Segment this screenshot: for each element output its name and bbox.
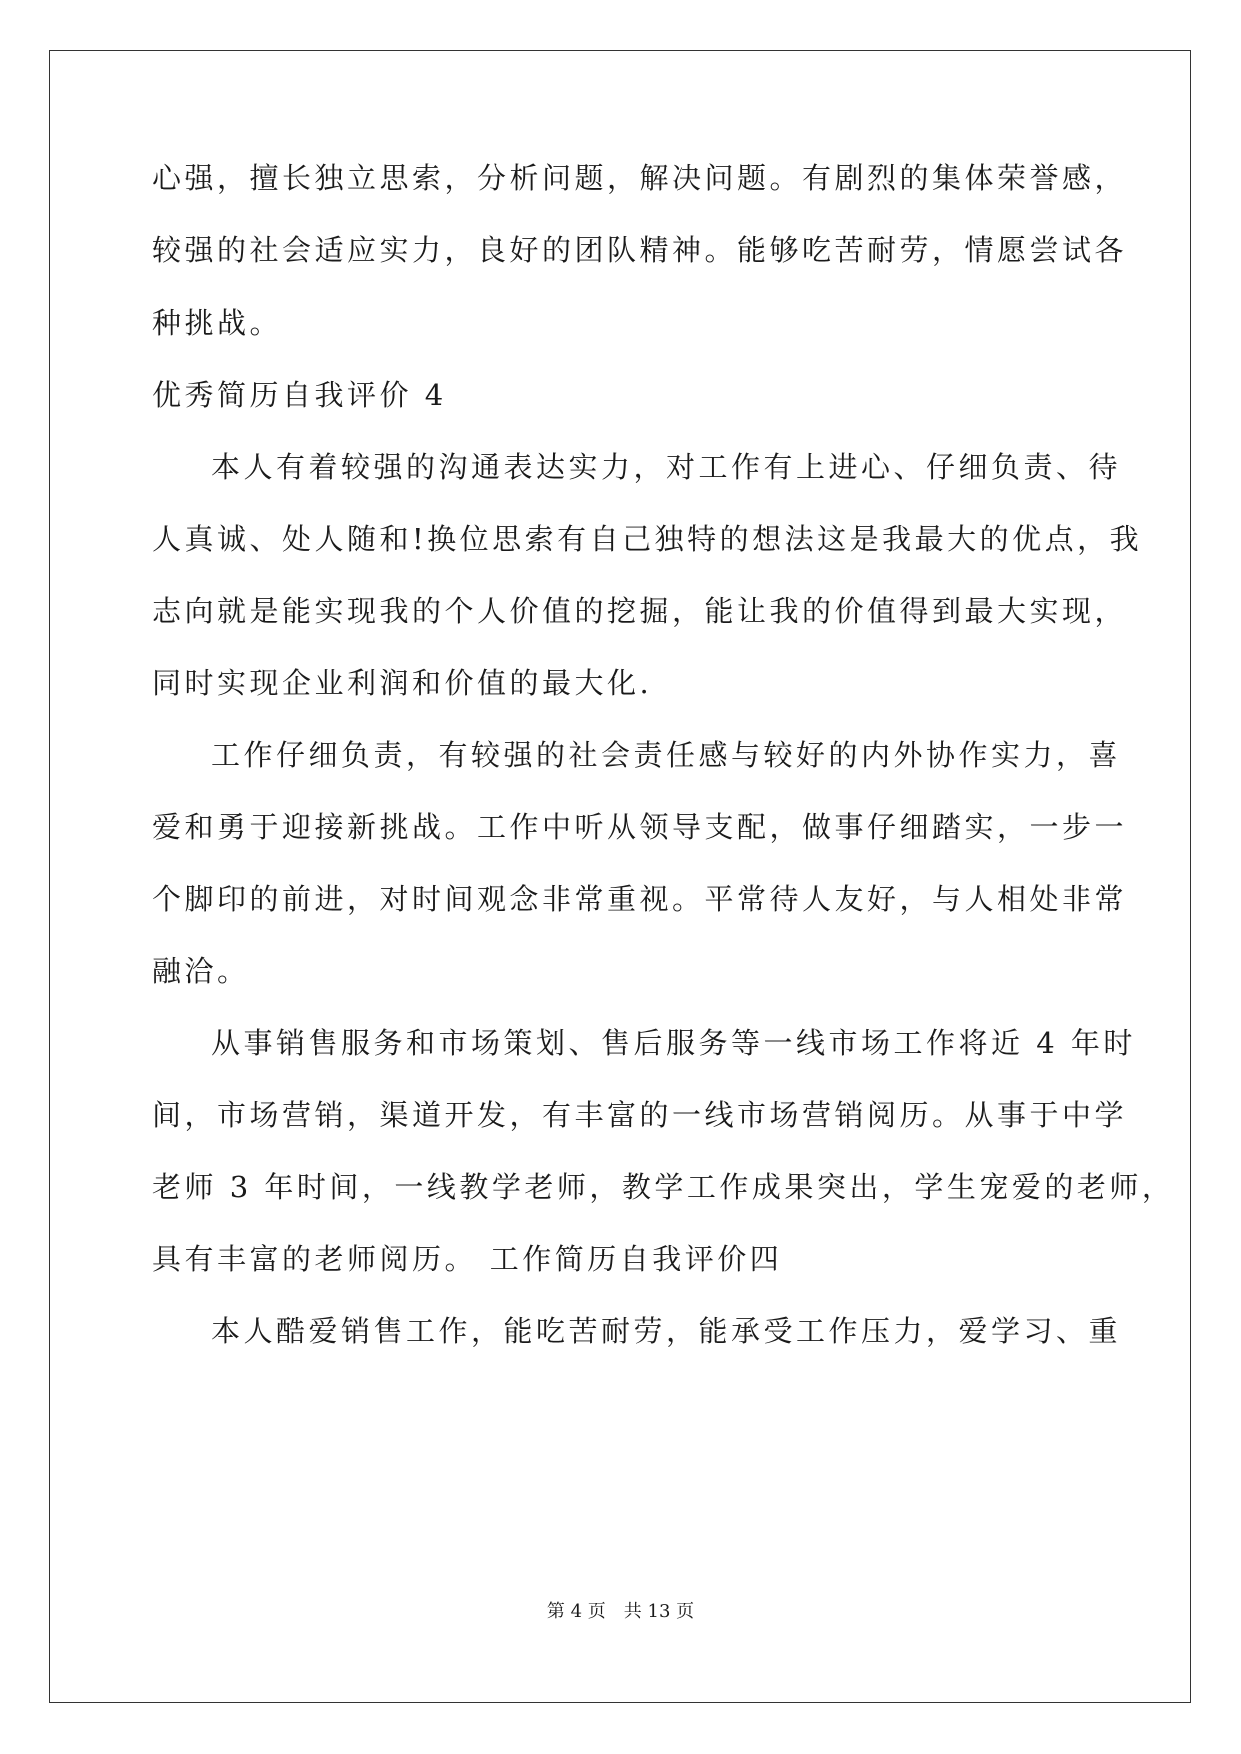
page-number: 第 4 页 [546,1601,606,1622]
paragraph-line: 较强的社会适应实力，良好的团队精神。能够吃苦耐劳，情愿尝试各 [152,233,1128,267]
paragraph-line: 老师 3 年时间，一线教学老师，教学工作成果突出，学生宠爱的老师， [152,1170,1175,1204]
section-heading: 优秀简历自我评价 4 [152,378,447,412]
paragraph-line: 个脚印的前进，对时间观念非常重视。平常待人友好，与人相处非常 [152,882,1128,916]
paragraph-line: 爱和勇于迎接新挑战。工作中听从领导支配，做事仔细踏实，一步一 [152,810,1128,844]
paragraph-line: 志向就是能实现我的个人价值的挖掘，能让我的价值得到最大实现， [152,594,1128,628]
paragraph-line: 从事销售服务和市场策划、售后服务等一线市场工作将近 4 年时 [211,1026,1136,1060]
paragraph-line: 融洽。 [152,954,250,988]
paragraph-line: 工作仔细负责，有较强的社会责任感与较好的内外协作实力，喜 [211,738,1122,772]
page-footer [0,1600,1241,1624]
paragraph-line: 同时实现企业利润和价值的最大化. [152,666,653,700]
paragraph-line: 间，市场营销，渠道开发，有丰富的一线市场营销阅历。从事于中学 [152,1098,1128,1132]
page-border [49,50,1191,1703]
paragraph-line: 具有丰富的老师阅历。 工作简历自我评价四 [152,1242,783,1276]
paragraph-line: 本人酷爱销售工作，能吃苦耐劳，能承受工作压力，爱学习、重 [211,1314,1122,1348]
paragraph-line: 种挑战。 [152,306,283,340]
page-total: 共 13 页 [623,1601,695,1622]
paragraph-line: 人真诚、处人随和!换位思索有自己独特的想法这是我最大的优点，我 [152,522,1143,556]
paragraph-line: 心强，擅长独立思索，分析问题，解决问题。有剧烈的集体荣誉感， [152,161,1128,195]
paragraph-line: 本人有着较强的沟通表达实力，对工作有上进心、仔细负责、待 [211,450,1122,484]
